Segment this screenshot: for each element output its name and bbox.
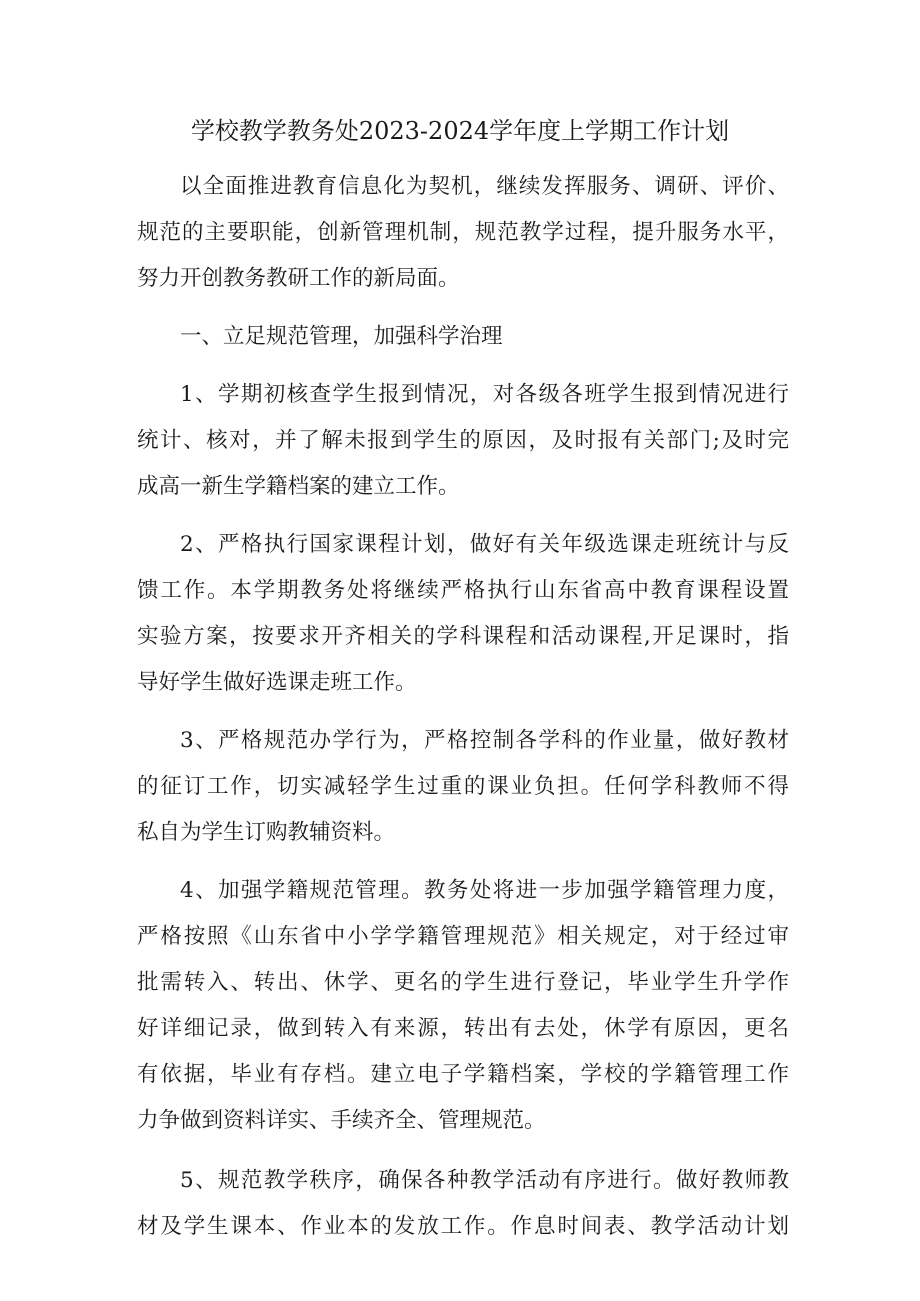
- text-line: 好详细记录，做到转入有来源，转出有去处，休学有原因，更名: [137, 1016, 789, 1041]
- paragraph-item-5: [137, 1158, 789, 1250]
- text-line: 3、严格规范办学行为，严格控制各学科的作业量，做好教材: [180, 728, 789, 753]
- text-line: 一、立足规范管理，加强科学治理: [180, 324, 503, 349]
- paragraph-item-3: [137, 718, 789, 856]
- text-line: 的征订工作，切实减轻学生过重的课业负担。任何学科教师不得: [137, 774, 789, 799]
- text-line: 有依据，毕业有存档。建立电子学籍档案，学校的学籍管理工作: [137, 1062, 789, 1087]
- paragraph-item-1: [137, 372, 789, 510]
- text-line: 严格按照《山东省中小学学籍管理规范》相关规定，对于经过审: [137, 924, 789, 949]
- text-line: 以全面推进教育信息化为契机，继续发挥服务、调研、评价、: [180, 174, 789, 199]
- text-line: 批需转入、转出、休学、更名的学生进行登记，毕业学生升学作: [137, 970, 789, 995]
- text-line: 私自为学生订购教辅资料。: [137, 820, 396, 845]
- paragraph-item-2: [137, 522, 789, 706]
- text-line: 5、规范教学秩序，确保各种教学活动有序进行。做好教师教: [180, 1168, 789, 1193]
- text-line: 1、学期初核查学生报到情况，对各级各班学生报到情况进行: [180, 382, 789, 407]
- text-line: 成高一新生学籍档案的建立工作。: [137, 474, 460, 499]
- section-heading: [137, 314, 789, 360]
- page-title: 学校教学教务处2023-2024学年度上学期工作计划: [190, 117, 730, 145]
- text-line: 材及学生课本、作业本的发放工作。作息时间表、教学活动计划: [137, 1214, 789, 1239]
- text-line: 馈工作。本学期教务处将继续严格执行山东省高中教育课程设置: [137, 578, 789, 603]
- text-line: 统计、核对，并了解未报到学生的原因，及时报有关部门;及时完: [137, 428, 789, 453]
- text-line: 4、加强学籍规范管理。教务处将进一步加强学籍管理力度，: [180, 878, 789, 903]
- text-line: 努力开创教务教研工作的新局面。: [137, 266, 460, 291]
- text-line: 规范的主要职能，创新管理机制，规范教学过程，提升服务水平，: [137, 220, 789, 245]
- document-body: [137, 164, 789, 1250]
- paragraph-intro: [137, 164, 789, 302]
- paragraph-item-4: [137, 868, 789, 1144]
- text-line: 导好学生做好选课走班工作。: [137, 670, 417, 695]
- text-line: 实验方案，按要求开齐相关的学科课程和活动课程,开足课时，指: [137, 624, 789, 649]
- text-line: 力争做到资料详实、手续齐全、管理规范。: [137, 1108, 546, 1133]
- text-line: 2、严格执行国家课程计划，做好有关年级选课走班统计与反: [180, 532, 789, 557]
